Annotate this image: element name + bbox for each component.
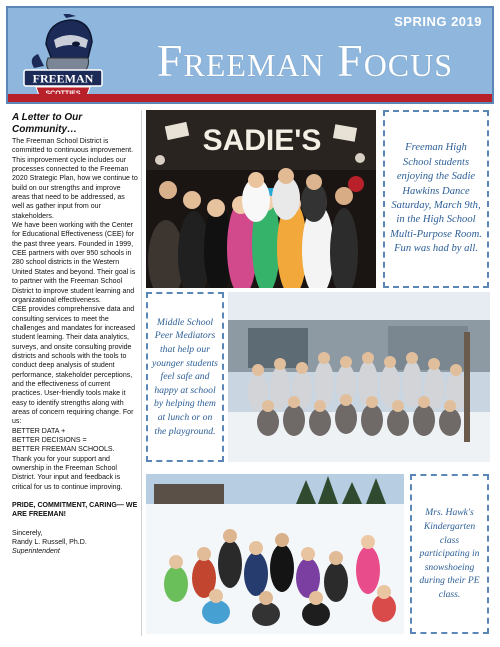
peer-mediators-photo [228, 292, 490, 462]
banner-accent-stripe [8, 94, 492, 102]
letter-motto: PRIDE, COMMITMENT, CARING— WE ARE FREEMAN! [12, 502, 138, 519]
letter-heading: A Letter to Our Community… [12, 112, 83, 135]
letter-signer-title: Superintendent [12, 548, 60, 556]
kindergarten-caption-text: Mrs. Hawk's Kindergarten class participating in snowshoeing during their PE class. [419, 507, 480, 600]
superintendent-letter [12, 112, 138, 634]
scottie-mascot-logo [18, 14, 108, 100]
letter-paragraph: CEE provides comprehensive data and consulting services to meet the challenges and mandates for increased student learning. Their data analytics, surveys, and onsite consulting provide districts and schools with the tools to conduct deep analysis of student performance, stakeholder perceptions, and the effectiveness of current practices. User-friendly tools make it easy to identify strengths along with areas of concern requiring change. For us: [12, 306, 136, 426]
newsletter-title: Freeman Focus [156, 35, 454, 86]
letter-formula-line: BETTER FREEMAN SCHOOLS. [12, 446, 115, 454]
dance-banner-text: SADIE'S [202, 124, 322, 157]
peer-mediators-caption [146, 292, 224, 462]
kindergarten-caption [410, 474, 489, 634]
letter-formula-line: BETTER DECISIONS = [12, 437, 87, 444]
peer-mediators-caption-text: Middle School Peer Mediators that help our younger students feel safe and happy at school by helping them at lunch or on the playground. [152, 316, 218, 437]
issue-label: SPRING 2019 [394, 14, 482, 29]
letter-paragraph: We have been working with the Center for Educational Effectiveness (CEE) for the past three years. Founded in 1999, CEE partners with over 950 schools in 280 school districts in the Western United States and beyond. Their goal is to partner with the Freeman School District to improve student learning and organizational effectiveness. [12, 222, 136, 304]
column-divider [141, 110, 142, 636]
letter-paragraph: The Freeman School District is committed to continuous improvement. This improvement cycle includes our processes connected to the Freeman 2020 Strategic Plan, how we continue to build on our strengths and improve areas that need to be addressed, as well as gather input from our stakeholders. [12, 138, 138, 220]
kindergarten-snowshoeing-photo [146, 474, 404, 634]
sadie-hawkins-caption [383, 110, 489, 288]
letter-signer: Randy L. Russell, Ph.D. [12, 539, 87, 547]
sadie-hawkins-caption-text: Freeman High School students enjoying the Sadie Hawkins Dance Saturday, March 9th, in the High School Multi-Purpose Room. Fun was had by all. [390, 142, 482, 255]
masthead-banner [6, 6, 494, 104]
letter-paragraph: Thank you for your support and ownership in the Freeman School District. Your input and feedback is critical for us to continue improving. [12, 455, 123, 491]
letter-formula-line: BETTER DATA + [12, 427, 66, 435]
logo-word: FREEMAN [32, 71, 94, 86]
sadie-hawkins-dance-photo [146, 110, 376, 288]
letter-closing: Sincerely, [12, 529, 43, 537]
